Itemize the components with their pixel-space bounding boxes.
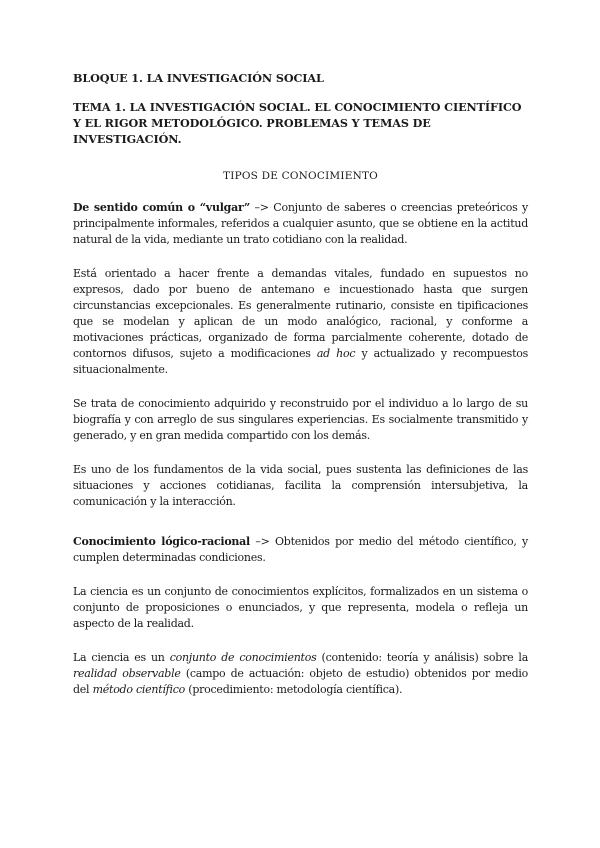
tema-heading: TEMA 1. LA INVESTIGACIÓN SOCIAL. EL CONOCIMIENTO CIENTÍFICO Y EL RIGOR METODOLÓGICO. PROBLEMAS Y TEMAS DE INVESTIGACIÓN. bbox=[73, 100, 522, 146]
italic-text: conjunto de conocimientos bbox=[169, 651, 317, 664]
italic-text: ad hoc bbox=[316, 347, 356, 360]
sentido-comun-paragraph-2 bbox=[73, 266, 528, 378]
italic-text: método científico bbox=[92, 683, 186, 696]
arrow-symbol: –> bbox=[249, 535, 276, 548]
definition-text: Conjunto de saberes o creencias preteóricos y principalmente informales, referidos a cualquier asunto, que se obtiene en la actitud natural de la vida, mediante un trato cotidiano con la realidad. bbox=[73, 201, 529, 246]
paragraph-text: La ciencia es un bbox=[73, 651, 170, 664]
section-title: TIPOS DE CONOCIMIENTO bbox=[223, 170, 378, 182]
term-logico-racional: Conocimiento lógico-racional bbox=[73, 535, 250, 548]
italic-text: realidad observable bbox=[73, 667, 181, 680]
term-sentido-comun: De sentido común o “vulgar” bbox=[73, 201, 250, 214]
paragraph-text: y actualizado y recompuestos situacionalmente. bbox=[73, 347, 529, 376]
logico-racional-definition bbox=[73, 534, 528, 566]
logico-racional-paragraph-3 bbox=[73, 650, 528, 698]
sentido-comun-paragraph-3: Se trata de conocimiento adquirido y reconstruido por el individuo a lo largo de su biografía y con arreglo de sus singulares experiencias. Es socialmente transmitido y generado, y en gran medida compartido con los demás. bbox=[73, 397, 528, 442]
sentido-comun-paragraph-4: Es uno de los fundamentos de la vida social, pues sustenta las definiciones de las situaciones y acciones cotidianas, facilita la comprensión intersubjetiva, la comunicación y la interacción. bbox=[73, 463, 528, 508]
paragraph-text: (procedimiento: metodología científica). bbox=[185, 683, 403, 696]
paragraph-text: (campo de actuación: objeto de estudio) obtenidos por medio del bbox=[73, 667, 528, 696]
definition-text: Obtenidos por medio del método científico, y cumplen determinadas condiciones. bbox=[73, 535, 528, 564]
paragraph-text: Está orientado a hacer frente a demandas vitales, fundado en supuestos no expresos, dado por bueno de antemano e incuestionado hasta que surgen circunstancias excepcionales. Es generalmente rutinario, consiste en tipificaciones que se modelan y aplican de un modo analógico, racional, y conforme a motivaciones prácticas, organizado de forma parcialmente coherente, dotado de contornos difusos, sujeto a modificaciones bbox=[73, 267, 528, 360]
logico-racional-paragraph-2: La ciencia es un conjunto de conocimientos explícitos, formalizados en un sistema o conjunto de proposiciones o enunciados, y que representa, modela o refleja un aspecto de la realidad. bbox=[73, 585, 528, 630]
arrow-symbol: –> bbox=[249, 201, 274, 214]
sentido-comun-definition bbox=[73, 200, 528, 248]
bloque-heading: BLOQUE 1. LA INVESTIGACIÓN SOCIAL bbox=[73, 71, 324, 85]
paragraph-text: (contenido: teoría y análisis) sobre la bbox=[316, 651, 529, 664]
document-page bbox=[73, 70, 528, 716]
